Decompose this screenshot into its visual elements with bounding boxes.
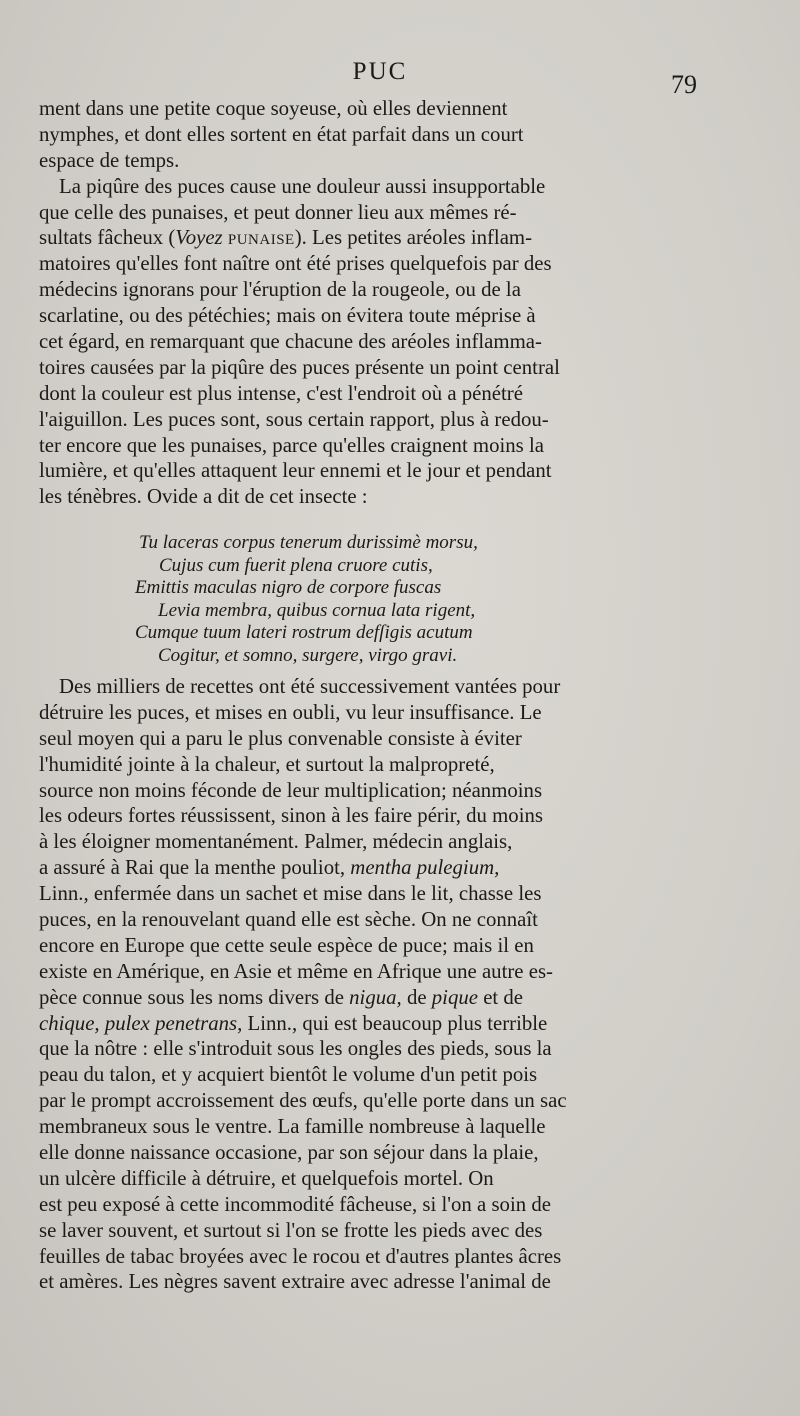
text-line: feuilles de tabac broyées avec le rocou et d'autres plantes âcres (39, 1244, 562, 1268)
text-line: l'aiguillon. Les puces sont, sous certain rapport, plus à redou- (39, 407, 549, 431)
text-line: à les éloigner momentanément. Palmer, médecin anglais, (39, 830, 513, 854)
text-line: lumière, et qu'elles attaquent leur ennemi et le jour et pendant (39, 459, 552, 483)
running-head: PUC (352, 58, 408, 85)
text-line: Linn., enfermée dans un sachet et mise dans le lit, chasse les (39, 882, 542, 906)
verse-line: Tu laceras corpus tenerum durissimè morsu, (139, 532, 478, 553)
species-name: chique, (39, 1011, 100, 1035)
page-header (0, 58, 800, 98)
paragraph-2 (39, 174, 694, 511)
text-line: que celle des punaises, et peut donner lieu aux mêmes ré- (39, 200, 517, 224)
verse-line: Cogitur, et somno, surgere, virgo gravi. (158, 644, 458, 666)
text-line: par le prompt accroissement des œufs, qu'elle porte dans un sac (39, 1089, 567, 1113)
text-line: se laver souvent, et surtout si l'on se frotte les pieds avec des (39, 1218, 543, 1242)
text-block (39, 96, 694, 510)
text-line: ter encore que les punaises, parce qu'elles craignent moins la (39, 433, 544, 457)
text-line: dont la couleur est plus intense, c'est l'endroit où a pénétré (39, 381, 523, 405)
text-line: les ténèbres. Ovide a dit de cet insecte : (39, 485, 368, 509)
latin-name: mentha pulegium, (350, 856, 500, 880)
text-line: nymphes, et dont elles sortent en état parfait dans un court (39, 122, 524, 146)
text-line: chique, pulex penetrans, Linn., qui est beaucoup plus terrible (39, 1011, 548, 1035)
text-line: scarlatine, ou des pétéchies; mais on évitera toute méprise à (39, 304, 536, 328)
text-line: les odeurs fortes réussissent, sinon à les faire périr, du moins (39, 804, 543, 828)
voyez-italic: Voyez (175, 226, 223, 250)
latin-name: pulex penetrans, (104, 1011, 243, 1035)
text-line: médecins ignorans pour l'éruption de la rougeole, ou de la (39, 278, 521, 302)
text-line: sultats fâcheux (Voyez PUNAISE). Les petites aréoles inflam- (39, 225, 694, 251)
text-line: Des milliers de recettes ont été successivement vantées pour (59, 675, 561, 698)
paragraph-1 (39, 96, 694, 174)
text-line: encore en Europe que cette seule espèce de puce; mais il en (39, 933, 534, 957)
text-line: l'humidité jointe à la chaleur, et surtout la malpropreté, (39, 752, 495, 776)
species-name: pique (431, 985, 478, 1009)
text-line: que la nôtre : elle s'introduit sous les ongles des pieds, sous la (39, 1037, 552, 1061)
text-line: La piqûre des puces cause une douleur aussi insupportable (59, 174, 546, 198)
text-line: puces, en la renouvelant quand elle est sèche. On ne connaît (39, 908, 538, 932)
text-line: et amères. Les nègres savent extraire avec adresse l'animal de (39, 1270, 551, 1294)
text-line: un ulcère difficile à détruire, et quelquefois mortel. On (39, 1166, 494, 1190)
verse-line: Emittis maculas nigro de corpore fuscas (135, 577, 442, 599)
text-line: elle donne naissance occasione, par son séjour dans la plaie, (39, 1141, 539, 1165)
text-line: ment dans une petite coque soyeuse, où elles deviennent (39, 97, 508, 120)
text-line: existe en Amérique, en Asie et même en Afrique une autre es- (39, 959, 553, 983)
text-line: détruire les puces, et mises en oubli, vu leur insuffisance. Le (39, 700, 542, 724)
text-line: seul moyen qui a paru le plus convenable consiste à éviter (39, 726, 522, 750)
page-number: 79 (671, 70, 697, 99)
text-line: toires causées par la piqûre des puces présente un point central (39, 355, 560, 379)
cross-reference: PUNAISE (227, 232, 295, 249)
verse-line: Cumque tuum lateri rostrum defſigis acutum (135, 622, 473, 644)
text-line: espace de temps. (39, 148, 180, 172)
text-line: est peu exposé à cette incommodité fâcheuse, si l'on a soin de (39, 1192, 551, 1216)
text-line: matoires qu'elles font naître ont été prises quelquefois par des (39, 252, 552, 276)
species-name: nigua, (349, 985, 402, 1009)
verse-line: Cujus cum fuerit plena cruore cutis, (159, 554, 433, 576)
verse-quotation (39, 532, 694, 668)
text-line: peau du talon, et y acquiert bientôt le volume d'un petit pois (39, 1063, 538, 1087)
verse-line: Levia membra, quibus cornua lata rigent, (158, 599, 476, 621)
text-line: a assuré à Rai que la menthe pouliot, mentha pulegium, (39, 856, 500, 880)
text-line: membraneux sous le ventre. La famille nombreuse à laquelle (39, 1115, 546, 1139)
text-line: cet égard, en remarquant que chacune des aréoles inflamma- (39, 330, 542, 354)
paragraph-3 (39, 674, 694, 1295)
text-line: pèce connue sous les noms divers de nigua, de pique et de (39, 985, 524, 1009)
text-line: source non moins féconde de leur multiplication; néanmoins (39, 778, 543, 802)
